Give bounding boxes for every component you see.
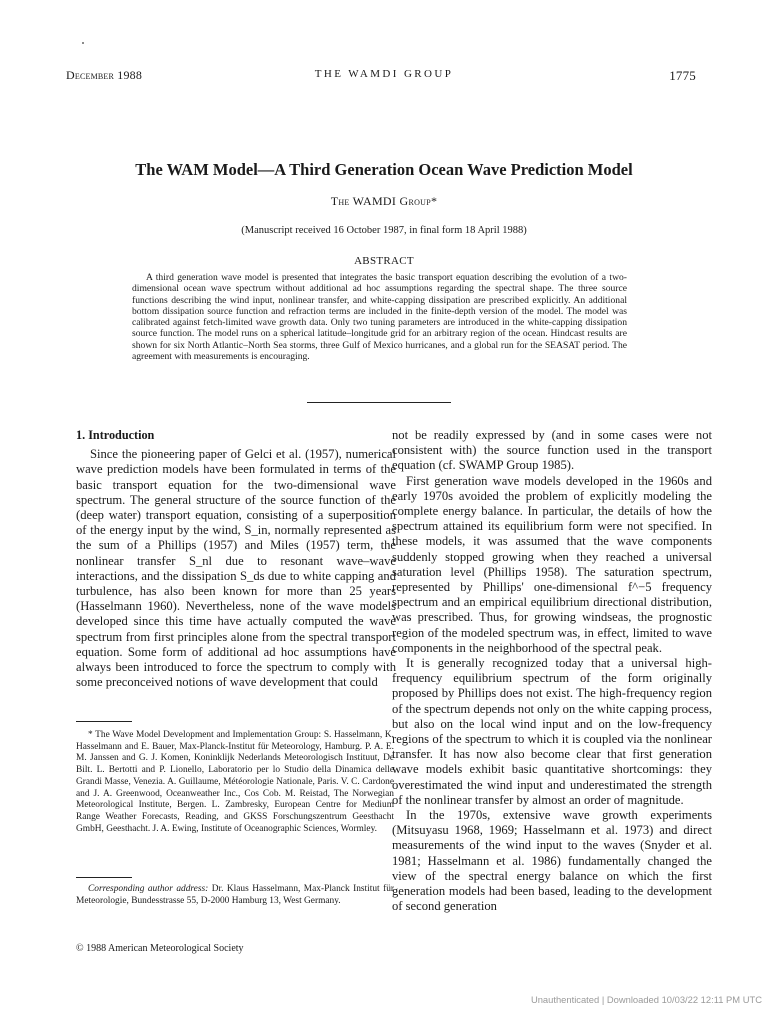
left-column — [76, 428, 396, 690]
article-authors: The WAMDI Group* — [330, 194, 438, 208]
footnote-rule — [76, 721, 132, 722]
section-heading: 1. Introduction — [76, 428, 155, 442]
paragraph: In the 1970s, extensive wave growth experiments (Mitsuyasu 1968, 1969; Hasselmann et al. 1973) and direct measurements of the wind input to the waves (Snyder et al. 1981; Hasselmann et al. 1986) fundamentally changed the view of the spectral energy balance on which the first generation models had been based, leading to the development of second generation — [392, 808, 712, 914]
download-notice: Unauthenticated | Downloaded 10/03/22 12:11 PM UTC — [530, 994, 762, 1005]
section-divider — [307, 402, 451, 403]
paragraph: It is generally recognized today that a universal high-frequency equilibrium spectrum of the form originally proposed by Phillips does not exist. The high-frequency region of the spectrum depends not only on the white capping process, but also on the local wind input and on the low-frequency regions of the spectrum to which it is coupled via the nonlinear transfer. It has now also become clear that first generation wave models exhibit basic quantitative shortcomings: they overestimated the wind input and underestimated the strength of the nonlinear transfer by almost an order of magnitude. — [392, 656, 713, 807]
corresponding-author-footnote — [76, 884, 394, 907]
paragraph: Since the pioneering paper of Gelci et al. (1957), numerical wave prediction models have been formulated in terms of the basic transport equation for the two-dimensional wave spectrum. The general structure of the source function of the (deep water) transport equation, consisting of a superposition of the energy input by the wind, S_in, normally represented as the sum of a Phillips (1957) and Miles (1957) term, the nonlinear transfer S_nl due to resonant wave–wave interactions, and the dissipation S_ds due to white capping and turbulence, has also been known for more than 25 years (Hasselmann 1960). Nevertheless, none of the wave models developed since this time have actually computed the wave spectrum from first principles alone from the spectral transport equation. Some form of additional ad hoc assumptions have always been introduced to force the spectrum to comply with some preconceived notions of wave development that could — [76, 447, 396, 690]
affiliations-footnote: * The Wave Model Development and Implementation Group: S. Hasselmann, K. Hasselmann and E. Bauer, Max-Planck-Institut für Meteorology, Hamburg. P. A. E. M. Janssen and G. J. Komen, Koninklijk Nederlands Meteorologisch Instituut, De Bilt. L. Bertotti and P. Lionello, Laboratorio per lo Studio della Dinamica delle Grandi Masse, Venezia. A. Guillaume, Météorologie Nationale, Paris. V. C. Cardone and J. A. Greenwood, Oceanweather Inc., Cos Cob. M. Reistad, The Norwegian Meteorological Institute, Bergen. L. Zambresky, European Centre for Medium Range Weather Forecasts, Reading, and GKSS Forschungszentrum Geesthacht GmbH, Geesthacht. J. A. Ewing, Institute of Oceanographic Sciences, Wormley. — [76, 730, 394, 834]
abstract-text: A third generation wave model is presented that integrates the basic transport equation describing the evolution of a two-dimensional ocean wave spectrum without additional ad hoc assumptions regarding the spectral shape. The three source functions describing the wind input, nonlinear transfer, and white-capping dissipation are prescribed explicitly. An additional bottom dissipation source function and refraction terms are included in the finite-depth version of the model. The model was calibrated against fetch-limited wave growth data. Only two tuning parameters are introduced in the white-capping dissipation source function. The model runs on a spherical latitude–longitude grid for an arbitrary region of the ocean. Hindcast results are shown for six North Atlantic–North Sea storms, three Gulf of Mexico hurricanes, and a global run for the SEASAT period. The agreement with measurements is encouraging. — [132, 272, 627, 363]
corresponding-address: Dr. Klaus Hasselmann, Max-Planck Institut für Meteorologie, Bundesstrasse 55, D-2000 Hamburg 13, West Germany. — [76, 884, 395, 906]
header-journal: THE WAMDI GROUP — [314, 68, 454, 80]
footnote-rule — [76, 877, 132, 878]
speck-mark — [82, 42, 84, 44]
abstract-heading: ABSTRACT — [354, 255, 414, 267]
manuscript-dates: (Manuscript received 16 October 1987, in final form 18 April 1988) — [241, 225, 527, 236]
article-title: The WAM Model—A Third Generation Ocean Wave Prediction Model — [135, 160, 633, 179]
corresponding-label: Corresponding author address: — [88, 884, 209, 894]
copyright-notice: © 1988 American Meteorological Society — [76, 943, 244, 954]
right-column — [392, 428, 712, 915]
header-date: December 1988 — [66, 68, 143, 82]
paragraph: First generation wave models developed in the 1960s and early 1970s avoided the problem of explicitly modeling the complete energy balance. In particular, the details of how the spectrum attained its equilibrium form were not specified. In these models, it was assumed that the wave components suddenly stopped growing when they reached a universal saturation level (Phillips 1958). The saturation spectrum, represented by Phillips' one-dimensional f^−5 frequency spectrum and an empirical equilibrium directional distribution, was prescribed. Thus, for growing windseas, the prognostic region of the modeled spectrum was, in effect, limited to wave components in the neighborhood of the spectral peak. — [392, 473, 712, 655]
paragraph: not be readily expressed by (and in some cases were not consistent with) the source function used in the transport equation (cf. SWAMP Group 1985). — [392, 428, 712, 473]
page-number: 1775 — [669, 68, 696, 83]
